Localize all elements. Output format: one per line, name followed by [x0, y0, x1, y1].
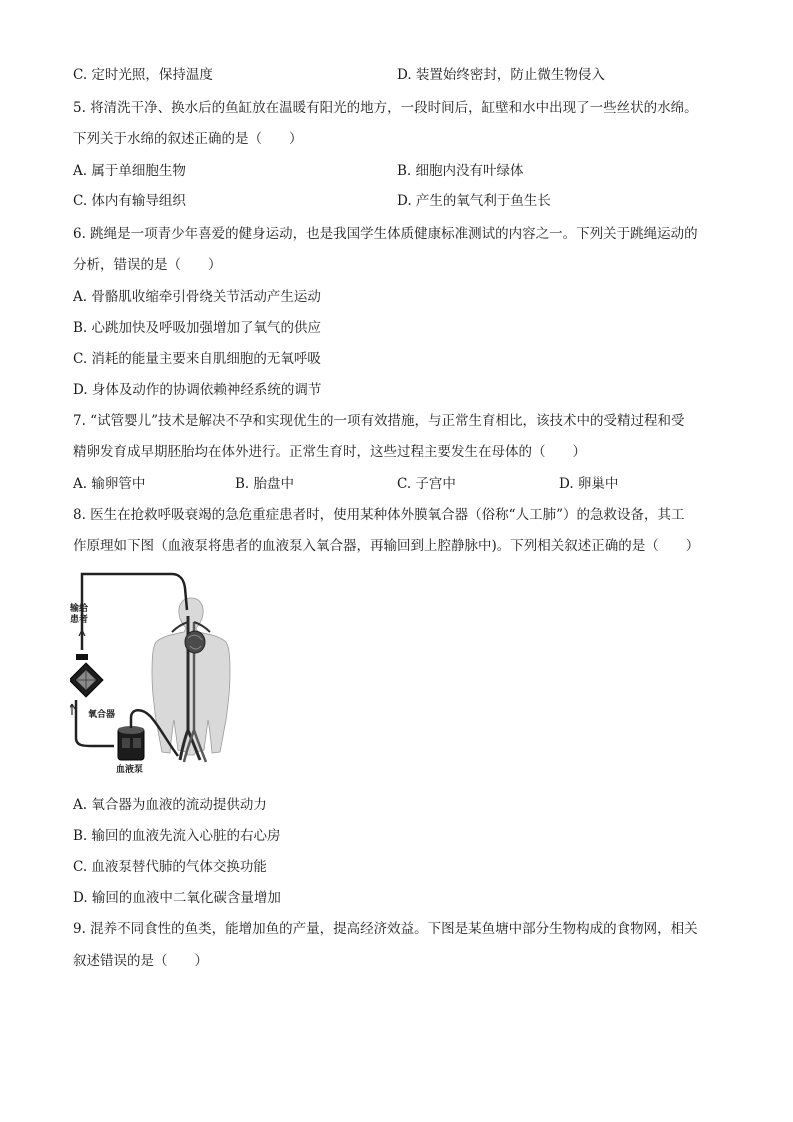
q5-option-b: B. 细胞内没有叶绿体	[397, 163, 524, 179]
q6-option-b: B. 心跳加快及呼吸加强增加了氧气的供应	[73, 320, 322, 336]
q5-option-c: C. 体内有输导组织	[73, 193, 186, 209]
q9-stem-line1: 9. 混养不同食性的鱼类，能增加鱼的产量，提高经济效益。下图是某鱼塘中部分生物构成的食物网，相关	[73, 921, 698, 937]
q7-stem-line2: 精卵发育成早期胚胎均在体外进行。正常生育时，这些过程主要发生在母体的（ ）	[73, 444, 586, 460]
q7-option-b: B. 胎盘中	[235, 476, 295, 492]
q4-option-c: C. 定时光照，保持温度	[73, 67, 213, 83]
human-body-silhouette	[152, 598, 230, 755]
heart	[185, 631, 205, 653]
blood-pump-device	[118, 726, 144, 760]
flow-arrow-up-2	[70, 704, 75, 715]
q4-option-d: D. 装置始终密封，防止微生物侵入	[397, 67, 605, 83]
q5-option-d: D. 产生的氧气利于鱼生长	[397, 193, 551, 209]
pump-to-oxygenator-tube	[76, 700, 114, 746]
q8-option-c: C. 血液泵替代肺的气体交换功能	[73, 859, 267, 875]
q5-option-a: A. 属于单细胞生物	[73, 163, 186, 179]
q6-option-a: A. 骨骼肌收缩牵引骨绕关节活动产生运动	[73, 289, 321, 305]
q9-stem-line2: 叙述错误的是（ ）	[73, 953, 208, 969]
q5-stem-line2: 下列关于水绵的叙述正确的是（ ）	[73, 131, 303, 147]
ecmo-diagram-svg	[70, 570, 250, 775]
q8-stem-line1: 8. 医生在抢救呼吸衰竭的急危重症患者时，使用某种体外膜氧合器（俗称“人工肺”）的急救设备，其工	[73, 507, 685, 523]
q7-option-d: D. 卵巢中	[559, 476, 619, 492]
label-to-patient: 输给患者	[70, 604, 89, 625]
q6-option-d: D. 身体及动作的协调依赖神经系统的调节	[73, 382, 322, 398]
q7-option-a: A. 输卵管中	[73, 476, 146, 492]
q6-stem-line2: 分析，错误的是（ ）	[73, 257, 222, 273]
oxygenator-device	[70, 654, 103, 697]
q8-option-a: A. 氧合器为血液的流动提供动力	[73, 797, 267, 813]
q7-stem-line1: 7. “试管婴儿”技术是解决不孕和实现优生的一项有效措施，与正常生育相比，该技术中的受精过程和受	[73, 413, 685, 429]
ecmo-diagram	[70, 570, 250, 775]
q7-option-c: C. 子宫中	[397, 476, 456, 492]
q8-stem-line2: 作原理如下图（血液泵将患者的血液泵入氧合器，再输回到上腔静脉中)。下列相关叙述正确的是（ ）	[73, 538, 700, 554]
q6-stem-line1: 6. 跳绳是一项青少年喜爱的健身运动，也是我国学生体质健康标准测试的内容之一。下列关于跳绳运动的	[73, 226, 698, 242]
q8-option-d: D. 输回的血液中二氧化碳含量增加	[73, 890, 281, 906]
q6-option-c: C. 消耗的能量主要来自肌细胞的无氧呼吸	[73, 351, 321, 367]
q8-option-b: B. 输回的血液先流入心脏的右心房	[73, 828, 281, 844]
label-oxygenator: 氧合器	[88, 710, 116, 720]
label-blood-pump: 血液泵	[116, 765, 144, 775]
q5-stem-line1: 5. 将清洗干净、换水后的鱼缸放在温暖有阳光的地方，一段时间后，缸壁和水中出现了一些丝状的水绵。	[73, 100, 698, 116]
